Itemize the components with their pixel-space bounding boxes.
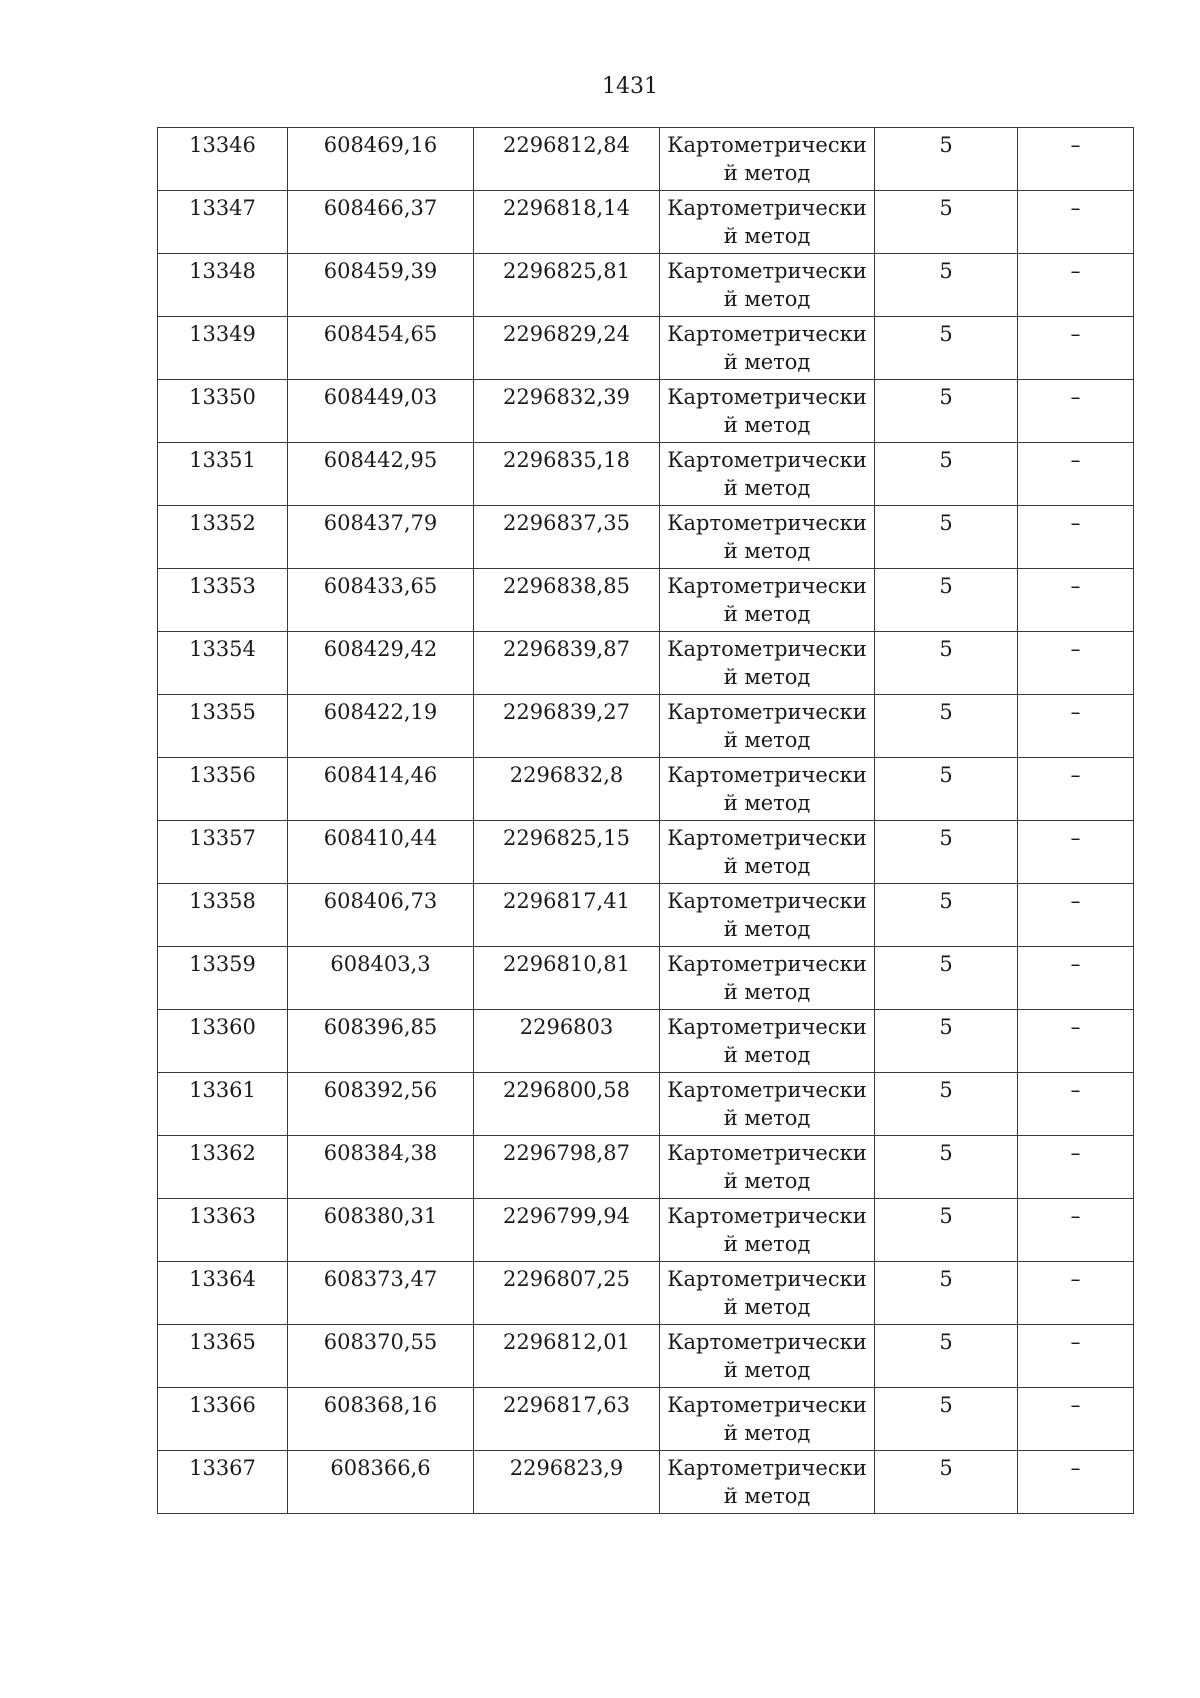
- coordinate-y-cell: 2296823,9: [474, 1451, 660, 1514]
- method-line-2: й метод: [723, 854, 811, 878]
- point-number-cell: 13347: [158, 191, 288, 254]
- note-dash: –: [1070, 1204, 1081, 1228]
- method-cell: [660, 380, 875, 443]
- coordinate-x-cell: 608459,39: [288, 254, 474, 317]
- method-line-1: Картометрически: [667, 1393, 867, 1417]
- point-number-cell: 13362: [158, 1136, 288, 1199]
- table-row: [158, 380, 1134, 443]
- note-dash: –: [1070, 322, 1081, 346]
- coordinate-x-cell: 608366,6: [288, 1451, 474, 1514]
- method-line-2: й метод: [723, 917, 811, 941]
- accuracy-cell: 5: [875, 1010, 1018, 1073]
- table-row: [158, 506, 1134, 569]
- method-line-2: й метод: [723, 1484, 811, 1508]
- table-row: [158, 821, 1134, 884]
- note-cell: [1018, 191, 1134, 254]
- coordinate-x-cell: 608373,47: [288, 1262, 474, 1325]
- coordinate-x-cell: 608414,46: [288, 758, 474, 821]
- accuracy-cell: 5: [875, 947, 1018, 1010]
- method-line-1: Картометрически: [667, 763, 867, 787]
- point-number-cell: 13359: [158, 947, 288, 1010]
- accuracy-cell: 5: [875, 695, 1018, 758]
- note-cell: [1018, 1136, 1134, 1199]
- coordinate-y-cell: 2296799,94: [474, 1199, 660, 1262]
- note-cell: [1018, 1010, 1134, 1073]
- method-line-1: Картометрически: [667, 511, 867, 535]
- coordinate-x-cell: 608396,85: [288, 1010, 474, 1073]
- coordinate-y-cell: 2296825,15: [474, 821, 660, 884]
- note-dash: –: [1070, 826, 1081, 850]
- note-dash: –: [1070, 574, 1081, 598]
- accuracy-cell: 5: [875, 1388, 1018, 1451]
- note-cell: [1018, 380, 1134, 443]
- coordinate-y-cell: 2296803: [474, 1010, 660, 1073]
- method-cell: [660, 1451, 875, 1514]
- accuracy-cell: 5: [875, 821, 1018, 884]
- method-cell: [660, 1136, 875, 1199]
- table-row: [158, 1010, 1134, 1073]
- note-cell: [1018, 884, 1134, 947]
- note-dash: –: [1070, 637, 1081, 661]
- note-cell: [1018, 128, 1134, 191]
- table-row: [158, 1136, 1134, 1199]
- method-line-1: Картометрически: [667, 1330, 867, 1354]
- accuracy-cell: 5: [875, 758, 1018, 821]
- coordinate-y-cell: 2296818,14: [474, 191, 660, 254]
- method-line-1: Картометрически: [667, 952, 867, 976]
- coordinate-x-cell: 608410,44: [288, 821, 474, 884]
- point-number-cell: 13367: [158, 1451, 288, 1514]
- coordinate-y-cell: 2296798,87: [474, 1136, 660, 1199]
- note-dash: –: [1070, 511, 1081, 535]
- accuracy-cell: 5: [875, 884, 1018, 947]
- method-line-2: й метод: [723, 728, 811, 752]
- method-line-2: й метод: [723, 1169, 811, 1193]
- method-line-2: й метод: [723, 1358, 811, 1382]
- method-cell: [660, 884, 875, 947]
- coordinate-x-cell: 608469,16: [288, 128, 474, 191]
- method-line-2: й метод: [723, 224, 811, 248]
- method-line-1: Картометрически: [667, 826, 867, 850]
- coordinate-y-cell: 2296812,84: [474, 128, 660, 191]
- accuracy-cell: 5: [875, 191, 1018, 254]
- method-cell: [660, 1199, 875, 1262]
- accuracy-cell: 5: [875, 254, 1018, 317]
- coordinate-y-cell: 2296832,39: [474, 380, 660, 443]
- method-line-2: й метод: [723, 791, 811, 815]
- method-line-1: Картометрически: [667, 385, 867, 409]
- coordinate-x-cell: 608422,19: [288, 695, 474, 758]
- coordinate-x-cell: 608442,95: [288, 443, 474, 506]
- method-line-1: Картометрически: [667, 448, 867, 472]
- method-line-1: Картометрически: [667, 196, 867, 220]
- method-line-1: Картометрически: [667, 322, 867, 346]
- coordinate-x-cell: 608406,73: [288, 884, 474, 947]
- point-number-cell: 13349: [158, 317, 288, 380]
- method-line-2: й метод: [723, 413, 811, 437]
- method-line-2: й метод: [723, 1295, 811, 1319]
- note-dash: –: [1070, 1267, 1081, 1291]
- coordinate-y-cell: 2296812,01: [474, 1325, 660, 1388]
- point-number-cell: 13360: [158, 1010, 288, 1073]
- accuracy-cell: 5: [875, 443, 1018, 506]
- method-line-2: й метод: [723, 980, 811, 1004]
- coordinate-y-cell: 2296807,25: [474, 1262, 660, 1325]
- accuracy-cell: 5: [875, 317, 1018, 380]
- method-line-1: Картометрически: [667, 259, 867, 283]
- method-line-1: Картометрически: [667, 637, 867, 661]
- method-cell: [660, 128, 875, 191]
- note-dash: –: [1070, 763, 1081, 787]
- coordinate-x-cell: 608384,38: [288, 1136, 474, 1199]
- note-dash: –: [1070, 196, 1081, 220]
- point-number-cell: 13358: [158, 884, 288, 947]
- accuracy-cell: 5: [875, 1199, 1018, 1262]
- method-cell: [660, 1073, 875, 1136]
- method-cell: [660, 443, 875, 506]
- note-dash: –: [1070, 952, 1081, 976]
- method-line-1: Картометрически: [667, 1267, 867, 1291]
- note-dash: –: [1070, 1393, 1081, 1417]
- method-line-1: Картометрически: [667, 574, 867, 598]
- table-row: [158, 1388, 1134, 1451]
- table-row: [158, 1073, 1134, 1136]
- note-cell: [1018, 317, 1134, 380]
- method-line-2: й метод: [723, 350, 811, 374]
- coordinate-x-cell: 608368,16: [288, 1388, 474, 1451]
- coordinate-x-cell: 608370,55: [288, 1325, 474, 1388]
- method-line-1: Картометрически: [667, 1141, 867, 1165]
- coordinate-x-cell: 608433,65: [288, 569, 474, 632]
- table-row: [158, 1325, 1134, 1388]
- table-body: [158, 128, 1134, 1514]
- note-cell: [1018, 821, 1134, 884]
- coordinate-y-cell: 2296810,81: [474, 947, 660, 1010]
- method-line-1: Картометрически: [667, 889, 867, 913]
- point-number-cell: 13346: [158, 128, 288, 191]
- coordinate-y-cell: 2296825,81: [474, 254, 660, 317]
- table-row: [158, 695, 1134, 758]
- point-number-cell: 13356: [158, 758, 288, 821]
- method-line-1: Картометрически: [667, 1078, 867, 1102]
- accuracy-cell: 5: [875, 1136, 1018, 1199]
- method-cell: [660, 191, 875, 254]
- method-line-1: Картометрически: [667, 700, 867, 724]
- coordinate-y-cell: 2296839,27: [474, 695, 660, 758]
- note-cell: [1018, 632, 1134, 695]
- note-cell: [1018, 758, 1134, 821]
- note-cell: [1018, 1325, 1134, 1388]
- table-row: [158, 947, 1134, 1010]
- accuracy-cell: 5: [875, 1262, 1018, 1325]
- point-number-cell: 13348: [158, 254, 288, 317]
- table-row: [158, 758, 1134, 821]
- accuracy-cell: 5: [875, 506, 1018, 569]
- method-line-2: й метод: [723, 287, 811, 311]
- table-row: [158, 632, 1134, 695]
- accuracy-cell: 5: [875, 569, 1018, 632]
- note-dash: –: [1070, 385, 1081, 409]
- method-line-1: Картометрически: [667, 1204, 867, 1228]
- note-cell: [1018, 569, 1134, 632]
- accuracy-cell: 5: [875, 632, 1018, 695]
- note-cell: [1018, 1388, 1134, 1451]
- accuracy-cell: 5: [875, 128, 1018, 191]
- coordinate-x-cell: 608466,37: [288, 191, 474, 254]
- coordinate-x-cell: 608449,03: [288, 380, 474, 443]
- coordinate-y-cell: 2296817,41: [474, 884, 660, 947]
- method-line-1: Картометрически: [667, 133, 867, 157]
- note-cell: [1018, 443, 1134, 506]
- note-cell: [1018, 506, 1134, 569]
- note-dash: –: [1070, 1015, 1081, 1039]
- method-cell: [660, 317, 875, 380]
- note-cell: [1018, 254, 1134, 317]
- note-dash: –: [1070, 448, 1081, 472]
- coordinate-x-cell: 608437,79: [288, 506, 474, 569]
- point-number-cell: 13350: [158, 380, 288, 443]
- method-cell: [660, 632, 875, 695]
- method-line-1: Картометрически: [667, 1456, 867, 1480]
- note-cell: [1018, 695, 1134, 758]
- coordinate-y-cell: 2296832,8: [474, 758, 660, 821]
- table-row: [158, 569, 1134, 632]
- point-number-cell: 13354: [158, 632, 288, 695]
- coordinate-x-cell: 608392,56: [288, 1073, 474, 1136]
- point-number-cell: 13361: [158, 1073, 288, 1136]
- point-number-cell: 13355: [158, 695, 288, 758]
- page-number: 1431: [602, 74, 658, 99]
- table-row: [158, 884, 1134, 947]
- method-cell: [660, 758, 875, 821]
- coordinate-y-cell: 2296837,35: [474, 506, 660, 569]
- method-cell: [660, 1325, 875, 1388]
- method-cell: [660, 821, 875, 884]
- method-line-2: й метод: [723, 602, 811, 626]
- table-row: [158, 1199, 1134, 1262]
- method-cell: [660, 254, 875, 317]
- note-cell: [1018, 1199, 1134, 1262]
- accuracy-cell: 5: [875, 380, 1018, 443]
- coordinate-x-cell: 608380,31: [288, 1199, 474, 1262]
- method-cell: [660, 1388, 875, 1451]
- point-number-cell: 13353: [158, 569, 288, 632]
- point-number-cell: 13357: [158, 821, 288, 884]
- note-cell: [1018, 1073, 1134, 1136]
- note-cell: [1018, 1451, 1134, 1514]
- coordinate-y-cell: 2296839,87: [474, 632, 660, 695]
- method-cell: [660, 1262, 875, 1325]
- coordinate-x-cell: 608403,3: [288, 947, 474, 1010]
- point-number-cell: 13366: [158, 1388, 288, 1451]
- point-number-cell: 13351: [158, 443, 288, 506]
- coordinate-y-cell: 2296838,85: [474, 569, 660, 632]
- coordinate-y-cell: 2296800,58: [474, 1073, 660, 1136]
- method-line-2: й метод: [723, 161, 811, 185]
- coordinate-x-cell: 608454,65: [288, 317, 474, 380]
- method-cell: [660, 569, 875, 632]
- coordinate-y-cell: 2296817,63: [474, 1388, 660, 1451]
- method-line-2: й метод: [723, 1043, 811, 1067]
- table-row: [158, 191, 1134, 254]
- note-dash: –: [1070, 700, 1081, 724]
- note-cell: [1018, 1262, 1134, 1325]
- accuracy-cell: 5: [875, 1451, 1018, 1514]
- note-dash: –: [1070, 889, 1081, 913]
- method-cell: [660, 1010, 875, 1073]
- note-dash: –: [1070, 1141, 1081, 1165]
- method-line-2: й метод: [723, 1232, 811, 1256]
- accuracy-cell: 5: [875, 1073, 1018, 1136]
- point-number-cell: 13364: [158, 1262, 288, 1325]
- table-row: [158, 254, 1134, 317]
- note-dash: –: [1070, 1330, 1081, 1354]
- note-dash: –: [1070, 259, 1081, 283]
- table-row: [158, 128, 1134, 191]
- coordinates-table: [157, 127, 1134, 1514]
- point-number-cell: 13365: [158, 1325, 288, 1388]
- method-line-2: й метод: [723, 1106, 811, 1130]
- table-row: [158, 317, 1134, 380]
- note-dash: –: [1070, 133, 1081, 157]
- method-line-1: Картометрически: [667, 1015, 867, 1039]
- point-number-cell: 13363: [158, 1199, 288, 1262]
- method-cell: [660, 506, 875, 569]
- method-cell: [660, 695, 875, 758]
- coordinate-y-cell: 2296829,24: [474, 317, 660, 380]
- coordinate-x-cell: 608429,42: [288, 632, 474, 695]
- table-row: [158, 1451, 1134, 1514]
- accuracy-cell: 5: [875, 1325, 1018, 1388]
- note-dash: –: [1070, 1456, 1081, 1480]
- table-row: [158, 443, 1134, 506]
- method-line-2: й метод: [723, 1421, 811, 1445]
- method-line-2: й метод: [723, 476, 811, 500]
- method-line-2: й метод: [723, 539, 811, 563]
- method-cell: [660, 947, 875, 1010]
- point-number-cell: 13352: [158, 506, 288, 569]
- table-row: [158, 1262, 1134, 1325]
- note-cell: [1018, 947, 1134, 1010]
- method-line-2: й метод: [723, 665, 811, 689]
- note-dash: –: [1070, 1078, 1081, 1102]
- coordinate-y-cell: 2296835,18: [474, 443, 660, 506]
